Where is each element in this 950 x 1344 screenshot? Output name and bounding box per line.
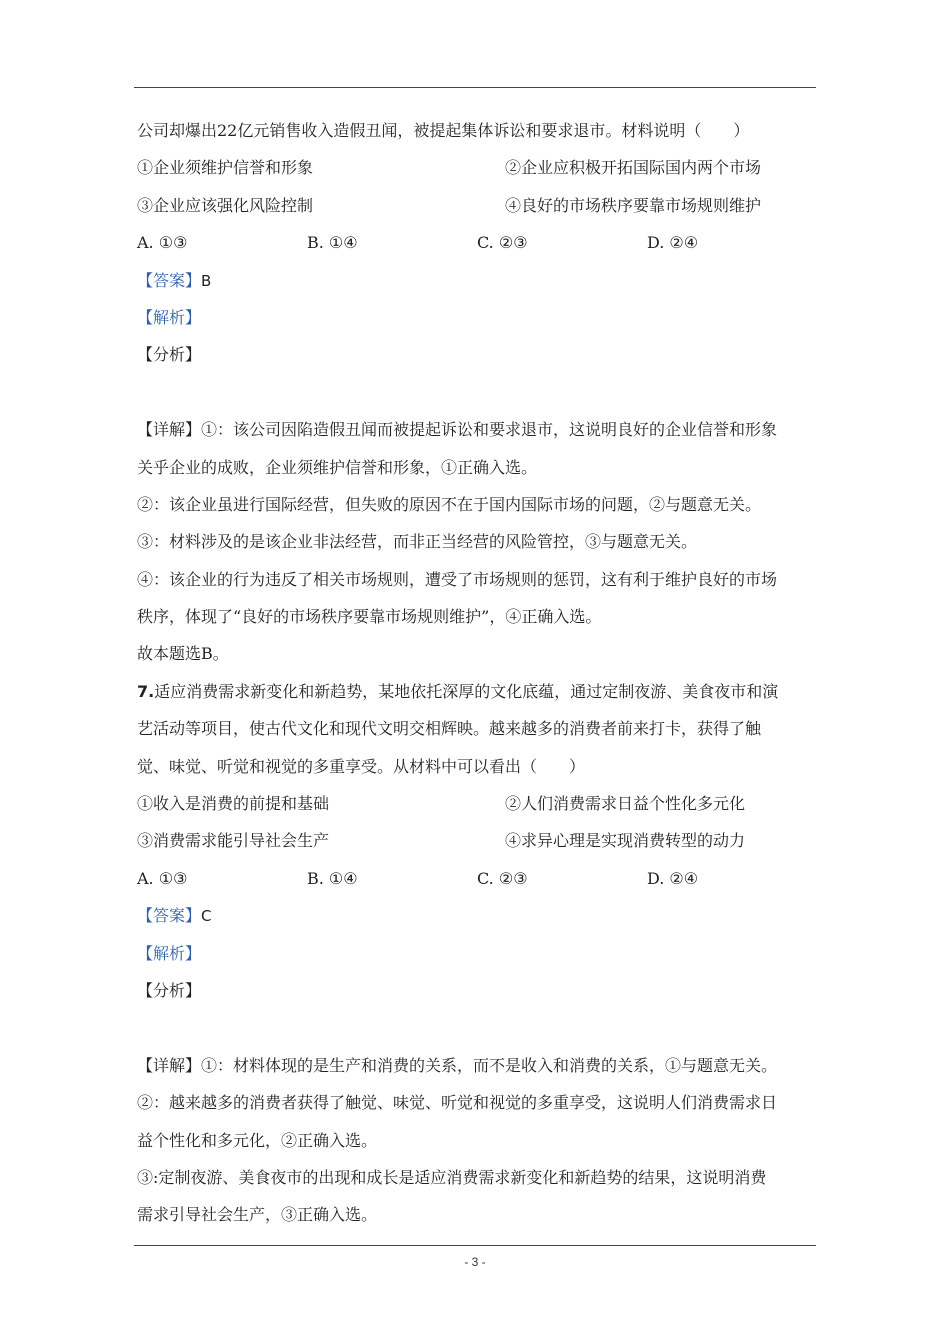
- q6-option-3: ③企业应该强化风险控制: [137, 195, 314, 215]
- q6-detail-1a: 【详解】①：该公司因陷造假丑闻而被提起诉讼和要求退市，这说明良好的企业信誉和形象: [137, 420, 778, 440]
- q7-stem-a: [137, 673, 817, 710]
- q7-options-row-1: [137, 785, 817, 822]
- spacer: [137, 1009, 817, 1046]
- q6-conclusion: 故本题选B。: [137, 644, 229, 664]
- q7-stem-a-text: 适应消费需求新变化和新趋势，某地依托深厚的文化底蕴，通过定制夜游、美食夜市和演: [154, 681, 779, 701]
- q7-option-2: ②人们消费需求日益个性化多元化: [505, 794, 746, 814]
- q7-detail-3a: ③:定制夜游、美食夜市的出现和成长是适应消费需求新变化和新趋势的结果，这说明消费: [137, 1167, 767, 1187]
- q7-options-row-2: [137, 822, 817, 859]
- q6-answer: [137, 262, 817, 299]
- q6-answer-tag: 【答案】: [137, 270, 202, 290]
- q7-choice-c: C. ②③: [477, 868, 528, 888]
- header-rule: [134, 87, 816, 88]
- page-number: - 3 -: [464, 1255, 486, 1269]
- q6-choice-a: A. ①③: [137, 233, 188, 253]
- q7-choice-b: B. ①④: [307, 868, 358, 888]
- q7-fenxi-tag: 【分析】: [137, 980, 202, 1000]
- footer-rule: [134, 1245, 816, 1246]
- q6-detail-2: ②：该企业虽进行国际经营，但失败的原因不在于国内国际市场的问题，②与题意无关。: [137, 494, 762, 514]
- q6-choice-d: D. ②④: [647, 233, 699, 253]
- q6-fenxi-tag: 【分析】: [137, 345, 202, 365]
- page-body: [137, 112, 817, 1234]
- q6-answer-value: B: [201, 271, 212, 290]
- q6-stem: 公司却爆出22亿元销售收入造假丑闻，被提起集体诉讼和要求退市。材料说明（ ）: [137, 121, 750, 140]
- q6-choice-b: B. ①④: [307, 233, 358, 253]
- q7-detail-1: 【详解】①：材料体现的是生产和消费的关系，而不是收入和消费的关系，①与题意无关。: [137, 1055, 778, 1075]
- q6-jiexi-tag: 【解析】: [137, 307, 202, 327]
- q7-answer-tag: 【答案】: [137, 906, 202, 926]
- spacer: [137, 374, 817, 411]
- q6-choice-c: C. ②③: [477, 233, 528, 253]
- q7-choice-a: A. ①③: [137, 868, 188, 888]
- q7-answer-value: C: [201, 907, 212, 926]
- q6-detail-3: ③：材料涉及的是该企业非法经营，而非正当经营的风险管控，③与题意无关。: [137, 532, 698, 552]
- q7-option-1: ①收入是消费的前提和基础: [137, 794, 330, 814]
- q6-option-2: ②企业应积极开拓国际国内两个市场: [505, 158, 762, 178]
- q7-option-3: ③消费需求能引导社会生产: [137, 831, 330, 851]
- q7-detail-3b: 需求引导社会生产，③正确入选。: [137, 1205, 378, 1225]
- q6-detail-4b: 秩序，体现了“良好的市场秩序要靠市场规则维护”，④正确入选。: [137, 607, 602, 627]
- q7-stem-c: 觉、味觉、听觉和视觉的多重享受。从材料中可以看出（ ）: [137, 756, 586, 776]
- q7-option-4: ④求异心理是实现消费转型的动力: [505, 831, 746, 851]
- q6-option-1: ①企业须维护信誉和形象: [137, 158, 314, 178]
- q6-detail-4a: ④：该企业的行为违反了相关市场规则，遭受了市场规则的惩罚，这有利于维护良好的市场: [137, 569, 778, 589]
- q7-choices: [137, 860, 817, 897]
- q7-jiexi-tag: 【解析】: [137, 943, 202, 963]
- q6-option-4: ④良好的市场秩序要靠市场规则维护: [505, 195, 762, 215]
- q7-detail-2a: ②：越来越多的消费者获得了触觉、味觉、听觉和视觉的多重享受，这说明人们消费需求日: [137, 1093, 778, 1113]
- q6-options-row-2: [137, 187, 817, 224]
- q6-options-row-1: [137, 149, 817, 186]
- q7-number: 7.: [137, 681, 155, 701]
- q6-choices: [137, 224, 817, 261]
- q7-choice-d: D. ②④: [647, 868, 699, 888]
- q6-detail-1b: 关乎企业的成败，企业须维护信誉和形象，①正确入选。: [137, 457, 538, 477]
- q7-stem-b: 艺活动等项目，使古代文化和现代文明交相辉映。越来越多的消费者前来打卡，获得了触: [137, 719, 762, 739]
- q7-detail-2b: 益个性化和多元化，②正确入选。: [137, 1130, 378, 1150]
- q7-answer: [137, 897, 817, 934]
